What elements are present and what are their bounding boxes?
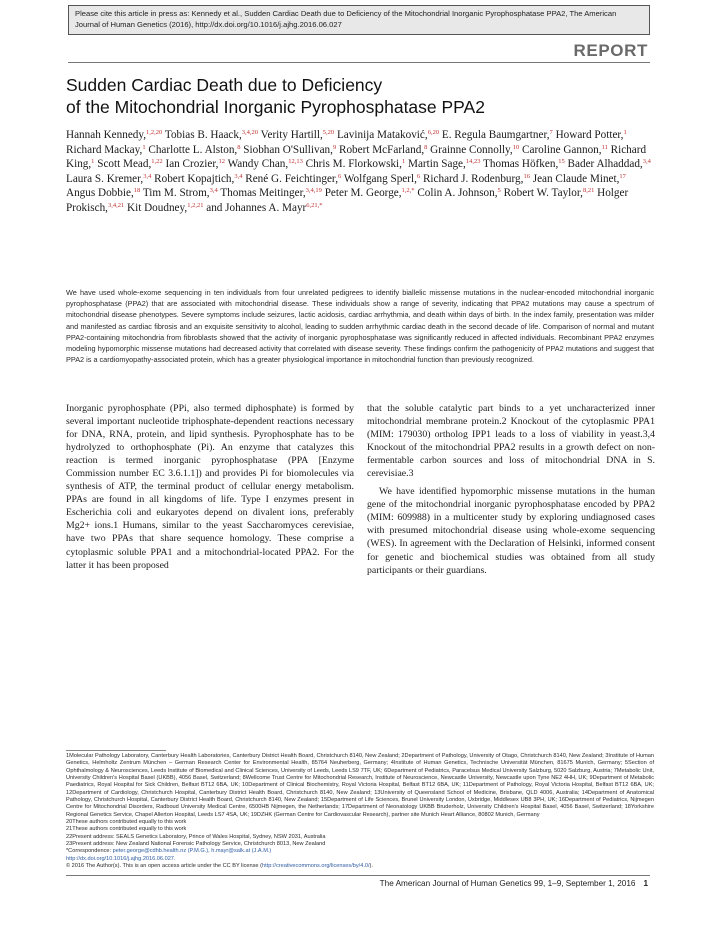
article-title bbox=[66, 74, 646, 118]
author-affiliation: 6,21,* bbox=[306, 201, 323, 209]
author-affiliation: 1 bbox=[623, 129, 627, 136]
author-name: Siobhan O'Sullivan, bbox=[243, 143, 333, 156]
author-name: Grainne Connolly, bbox=[430, 143, 513, 156]
license-link[interactable]: http://creativecommons.org/licenses/by/4.0/ bbox=[261, 863, 370, 870]
author-affiliation: 1 bbox=[401, 158, 406, 165]
author-affiliation: 3,4 bbox=[209, 187, 218, 194]
author-name: Bader Alhaddad, bbox=[567, 158, 643, 170]
author-name: Wandy Chan, bbox=[227, 158, 289, 170]
author-name: and Johannes A. Mayr bbox=[206, 201, 307, 214]
author-name: Ian Crozier, bbox=[165, 158, 219, 170]
author-name: Peter M. George, bbox=[324, 187, 402, 199]
author bbox=[306, 158, 406, 170]
author-affiliation: 8 bbox=[424, 143, 428, 151]
author bbox=[442, 129, 553, 141]
author bbox=[568, 158, 651, 170]
author bbox=[206, 202, 322, 214]
author bbox=[154, 173, 242, 185]
author bbox=[165, 129, 258, 141]
author bbox=[66, 144, 146, 156]
author bbox=[339, 144, 427, 156]
author-affiliation: 16 bbox=[523, 172, 530, 180]
header-rule bbox=[68, 62, 650, 63]
license bbox=[66, 863, 654, 870]
author-name: Thomas Höfken, bbox=[483, 158, 559, 170]
author-affiliation: 1,2,20 bbox=[146, 129, 163, 136]
author-affiliation: 6 bbox=[416, 172, 421, 180]
author-name: Scott Mead, bbox=[97, 158, 152, 170]
author-name: Richard Mackay, bbox=[66, 143, 143, 156]
author bbox=[245, 173, 341, 185]
body-paragraph: Inorganic pyrophosphate (PPi, also termed diphosphate) is formed by several important nucleotide triphosphate-dependent reactions necessary for DNA, RNA, protein, and lipid synthesis. Pyrophosphate has to be hydrolyzed to orthophosphate (Pi). An enzyme that catalyzes this reaction is termed inorganic pyrophosphatase (PPA [Enzyme Commission number EC 3.6.1.1]) and provides Pi for biomolecules via synthesis of ATP, the terminal product of cellular energy metabolism. PPAs are found in all kingdoms of life. Type I enzymes present in Escherichia coli and eukaryotes depend on divalent ions, preferably Mg2+ ions.1 Humans, similar to the yeast Saccharomyces cerevisiae, have two PPAs that share sequence homology. These comprise a cytoplasmic soluble PPA1 and a mitochondrial-located PPA2. For the latter it has been proposed bbox=[66, 403, 354, 571]
author bbox=[66, 173, 151, 185]
body-paragraph: that the soluble catalytic part binds to a yet uncharacterized inner mitochondrial membrane protein.2 Knockout of the cytoplasmic PPA1 (MIM: 179030) ortholog IPP1 leads to a loss of viability in yeast.3,4 Knockout of the mitochondrial PPA2 results in a growth defect on non-fermentable carbon sources and loss of mitochondrial DNA in S. cerevisiae.3 bbox=[367, 403, 655, 480]
author-affiliation: 1,2,* bbox=[401, 187, 415, 194]
author-affiliation: 12 bbox=[218, 158, 225, 165]
author bbox=[325, 187, 415, 199]
author-affiliation: 5,20 bbox=[322, 129, 335, 136]
author-name: Jean Claude Minet, bbox=[532, 172, 620, 185]
journal-footer bbox=[380, 879, 648, 888]
author-affiliation: 11 bbox=[601, 143, 608, 151]
author-affiliation: 12,13 bbox=[288, 158, 303, 165]
author-name: E. Regula Baumgartner, bbox=[441, 129, 550, 141]
author bbox=[97, 158, 162, 170]
author-name: Holger Prokisch, bbox=[66, 187, 629, 214]
correspondence bbox=[66, 848, 654, 855]
author bbox=[143, 187, 218, 199]
author-affiliation: 3,4,19 bbox=[305, 187, 322, 194]
author-name: Angus Dobbie, bbox=[66, 187, 134, 199]
author-name: Tim M. Strom, bbox=[142, 187, 210, 199]
author-name: Thomas Meitinger, bbox=[220, 187, 306, 199]
footnote-present-address-23: 23Present address: New Zealand National Forensic Pathology Service, Christchurch 8013, New Zealand bbox=[66, 841, 326, 848]
author-name: Howard Potter, bbox=[555, 129, 624, 141]
author bbox=[522, 144, 608, 156]
author-name: Kit Doudney, bbox=[127, 201, 188, 214]
footnote-rule bbox=[66, 750, 166, 751]
author-affiliation: 6 bbox=[338, 172, 342, 180]
author bbox=[504, 187, 595, 199]
section-label: REPORT bbox=[573, 41, 648, 60]
body-paragraph: We have identified hypomorphic missense mutations in the human gene of the mitochondrial inorganic pyrophosphatase encoded by PPA2 (MIM: 609988) in a multicenter study by exploring undiagnosed cases with presumed mitochondrial disease using whole-exome sequencing (WES). In agreement with the Declaration of Helsinki, informed consent for genetic and biochemical studies was obtained from all study participants or their guardians. bbox=[367, 486, 655, 576]
body-column-right bbox=[367, 402, 655, 577]
author bbox=[423, 173, 530, 185]
citation-notice bbox=[68, 5, 650, 35]
correspondence-label: *Correspondence: bbox=[66, 848, 112, 855]
author-name: Colin A. Johnson, bbox=[417, 187, 498, 199]
author-name: Tobias B. Haack, bbox=[164, 129, 242, 141]
author-affiliation: 8,21 bbox=[582, 187, 595, 194]
author bbox=[337, 129, 439, 141]
footnote-equal-contribution-21: 21These authors contributed equally to this work bbox=[66, 826, 187, 833]
author-name: Verity Hartill, bbox=[260, 129, 323, 141]
author-name: Martin Sage, bbox=[408, 158, 466, 170]
author-name: Caroline Gannon, bbox=[522, 143, 602, 156]
author-affiliation: 17 bbox=[619, 172, 626, 180]
footnotes bbox=[66, 753, 654, 871]
author bbox=[483, 158, 565, 170]
author-name: Richard J. Rodenburg, bbox=[422, 172, 524, 185]
author-affiliation: 1 bbox=[142, 143, 146, 151]
author-name: Robert Kopajtich, bbox=[154, 172, 235, 185]
author-list bbox=[66, 128, 656, 215]
author-affiliation: 15 bbox=[558, 158, 565, 165]
author-affiliation: 18 bbox=[133, 187, 141, 194]
author-name: Wolfgang Sperl, bbox=[343, 172, 417, 185]
correspondence-email-link[interactable]: peter.george@cdhb.health.nz (P.M.G.), h.mayr@salk.at (J.A.M.) bbox=[112, 848, 272, 855]
author-affiliation: 3,4 bbox=[143, 172, 152, 180]
author bbox=[556, 129, 627, 141]
abstract: We have used whole-exome sequencing in ten individuals from four unrelated pedigrees to identify biallelic missense mutations in the nuclear-encoded mitochondrial inorganic pyrophosphatase (PPA2) that are associated with mitochondrial disease. These individuals show a range of severity, indicating that PPA2 mutations may cause a spectrum of mitochondrial disease phenotypes. Severe symptoms include seizures, lactic acidosis, cardiac arrhythmia, and death within days of birth. In the index family, presentation was milder and manifested as cardiac fibrosis and an exquisite sensitivity to alcohol, leading to sudden arrhythmic cardiac death in the second decade of life. Comparison of normal and mutant PPA2-containing mitochondria from fibroblasts showed that the activity of inorganic pyrophosphatase was significantly reduced in affected individuals. Recombinant PPA2 enzymes modeling hypomorphic missense mutations had decreased activity that correlated with disease severity. These findings confirm the pathogenicity of PPA2 mutations and suggest that PPA2 is a cardiomyopathy-associated protein, which has a greater physiological importance in mitochondrial function than previously recognized. bbox=[66, 288, 654, 365]
author-affiliation: 1,2,21 bbox=[187, 201, 204, 209]
author bbox=[408, 158, 480, 170]
author bbox=[148, 144, 240, 156]
title-line-1: Sudden Cardiac Death due to Deficiency bbox=[66, 75, 383, 95]
author-name: Charlotte L. Alston, bbox=[148, 143, 238, 156]
author-affiliation: 8 bbox=[237, 143, 241, 151]
author bbox=[165, 158, 224, 170]
author bbox=[220, 187, 322, 199]
license-prefix: © 2016 The Author(s). This is an open access article under the CC BY license ( bbox=[66, 863, 262, 870]
doi-link[interactable]: http://dx.doi.org/10.1016/j.ajhg.2016.06.027. bbox=[66, 855, 176, 862]
footer-rule bbox=[66, 875, 650, 876]
author-name: Richard King, bbox=[66, 143, 647, 170]
affiliations: 1Molecular Pathology Laboratory, Canterbury Health Laboratories, Canterbury District Health Board, Christchurch 8140, New Zealand; 2Department of Pathology, University of Otago, Christchurch 8140, New Zealand; 3Institute of Human Genetics, Helmholtz Zentrum München – German Research Center for Environmental Health, 85764 Neuherberg, Germany; 4Institute of Human Genetics, Technische Universität München, 81675 Munich, Germany; 5Section of Ophthalmology & Neurosciences, Leeds Institute of Biomedical and Clinical Sciences, University of Leeds, Leeds LS9 7TF, UK; 6Department of Pediatrics, Paracelsus Medical University Salzburg, 5020 Salzburg, Austria; 7Metabolic Unit, University Children's Hospital Basel (UKBB), 4056 Basel, Switzerland; 8Wellcome Trust Centre for Mitochondrial Research, Institute of Neuroscience, Newcastle University, Newcastle upon Tyne NE2 4HH, UK; 9Department of Metabolic Paediatrics, Royal Hospital for Sick Children, Belfast BT12 6BA, UK; 10Department of Clinical Biochemistry, Royal Victoria Hospital, Belfast BT12 6BA, UK; 11Department of Pathology, Royal Victoria Hospital, Belfast BT12 6BA, UK; 12Department of Cardiology, Christchurch Hospital, Canterbury District Health Board, Christchurch 8140, New Zealand; 13University of Queensland School of Medicine, Brisbane, QLD 4006, Australia; 14Department of Anatomical Pathology, Christchurch Hospital, Canterbury District Health Board, Christchurch 8140, New Zealand; 15Department of Life Sciences, Brunel University London, Uxbridge, Middlesex UB8 3PH, UK; 16Department of Pediatrics, Nijmegen Centre for Mitochondrial Disorders, Radboud University Medical Centre, 6500HB Nijmegen, the Netherlands; 17Department of Neonatology UKBB Bruderholz, University Children's Hospital Basel, 4056 Basel, Switzerland; 18Yorkshire Regional Genetics Service, Chapel Allerton Hospital, Leeds LS7 4SA, UK; 19DZHK (German Centre for Cardiovascular Research), partner site Munich Heart Alliance, 80802 Munich, Germany bbox=[66, 753, 654, 818]
author bbox=[533, 173, 626, 185]
author bbox=[430, 144, 519, 156]
author bbox=[66, 187, 140, 199]
author-affiliation: 1 bbox=[91, 158, 95, 165]
footnote-equal-contribution-20: 20These authors contributed equally to this work bbox=[66, 819, 187, 826]
author-affiliation: 14,23 bbox=[465, 158, 481, 165]
author-name: Hannah Kennedy, bbox=[66, 129, 147, 141]
author-name: Robert W. Taylor, bbox=[503, 187, 583, 199]
author-name: Laura S. Kremer, bbox=[66, 172, 144, 185]
author bbox=[261, 129, 335, 141]
author-affiliation: 3,4,21 bbox=[107, 201, 125, 209]
author-affiliation: 3,4 bbox=[234, 172, 243, 180]
author bbox=[228, 158, 303, 170]
author bbox=[127, 202, 203, 214]
author bbox=[66, 129, 162, 141]
title-line-2: of the Mitochondrial Inorganic Pyrophosphatase PPA2 bbox=[66, 97, 485, 117]
author-name: Lavinija Mataković, bbox=[336, 129, 428, 141]
author bbox=[417, 187, 500, 199]
author-affiliation: 7 bbox=[549, 129, 553, 136]
author-affiliation: 1,22 bbox=[151, 158, 163, 165]
footnote-present-address-22: 22Present address: SEALS Genetics Laboratory, Prince of Wales Hospital, Sydney, NSW 2031, Australia bbox=[66, 833, 326, 840]
journal-citation: The American Journal of Human Genetics 99, 1–9, September 1, 2016 bbox=[379, 879, 636, 888]
author-affiliation: 5 bbox=[497, 187, 501, 194]
body-column-left bbox=[66, 402, 354, 572]
author-affiliation: 10 bbox=[512, 143, 520, 151]
author-name: René G. Feichtinger, bbox=[245, 172, 338, 185]
author-name: Chris M. Florkowski, bbox=[305, 158, 402, 170]
author-affiliation: 6,20 bbox=[427, 129, 440, 136]
author bbox=[243, 144, 336, 156]
author-name: Robert McFarland, bbox=[338, 143, 425, 156]
author bbox=[344, 173, 420, 185]
author-affiliation: 3,4 bbox=[642, 158, 651, 165]
author-affiliation: 9 bbox=[332, 143, 337, 151]
citation-notice-text: Please cite this article in press as: Kennedy et al., Sudden Cardiac Death due to Deficiency of the Mitochondrial Inorganic Pyrophosphatase PPA2, The American Journal of Human Genetics (2016), http://dx.doi.org/10.1016/j.ajhg.2016.06.027 bbox=[75, 9, 617, 29]
author-affiliation: 3,4,20 bbox=[241, 129, 259, 136]
license-suffix: ). bbox=[369, 863, 373, 870]
page-number: 1 bbox=[643, 879, 648, 888]
